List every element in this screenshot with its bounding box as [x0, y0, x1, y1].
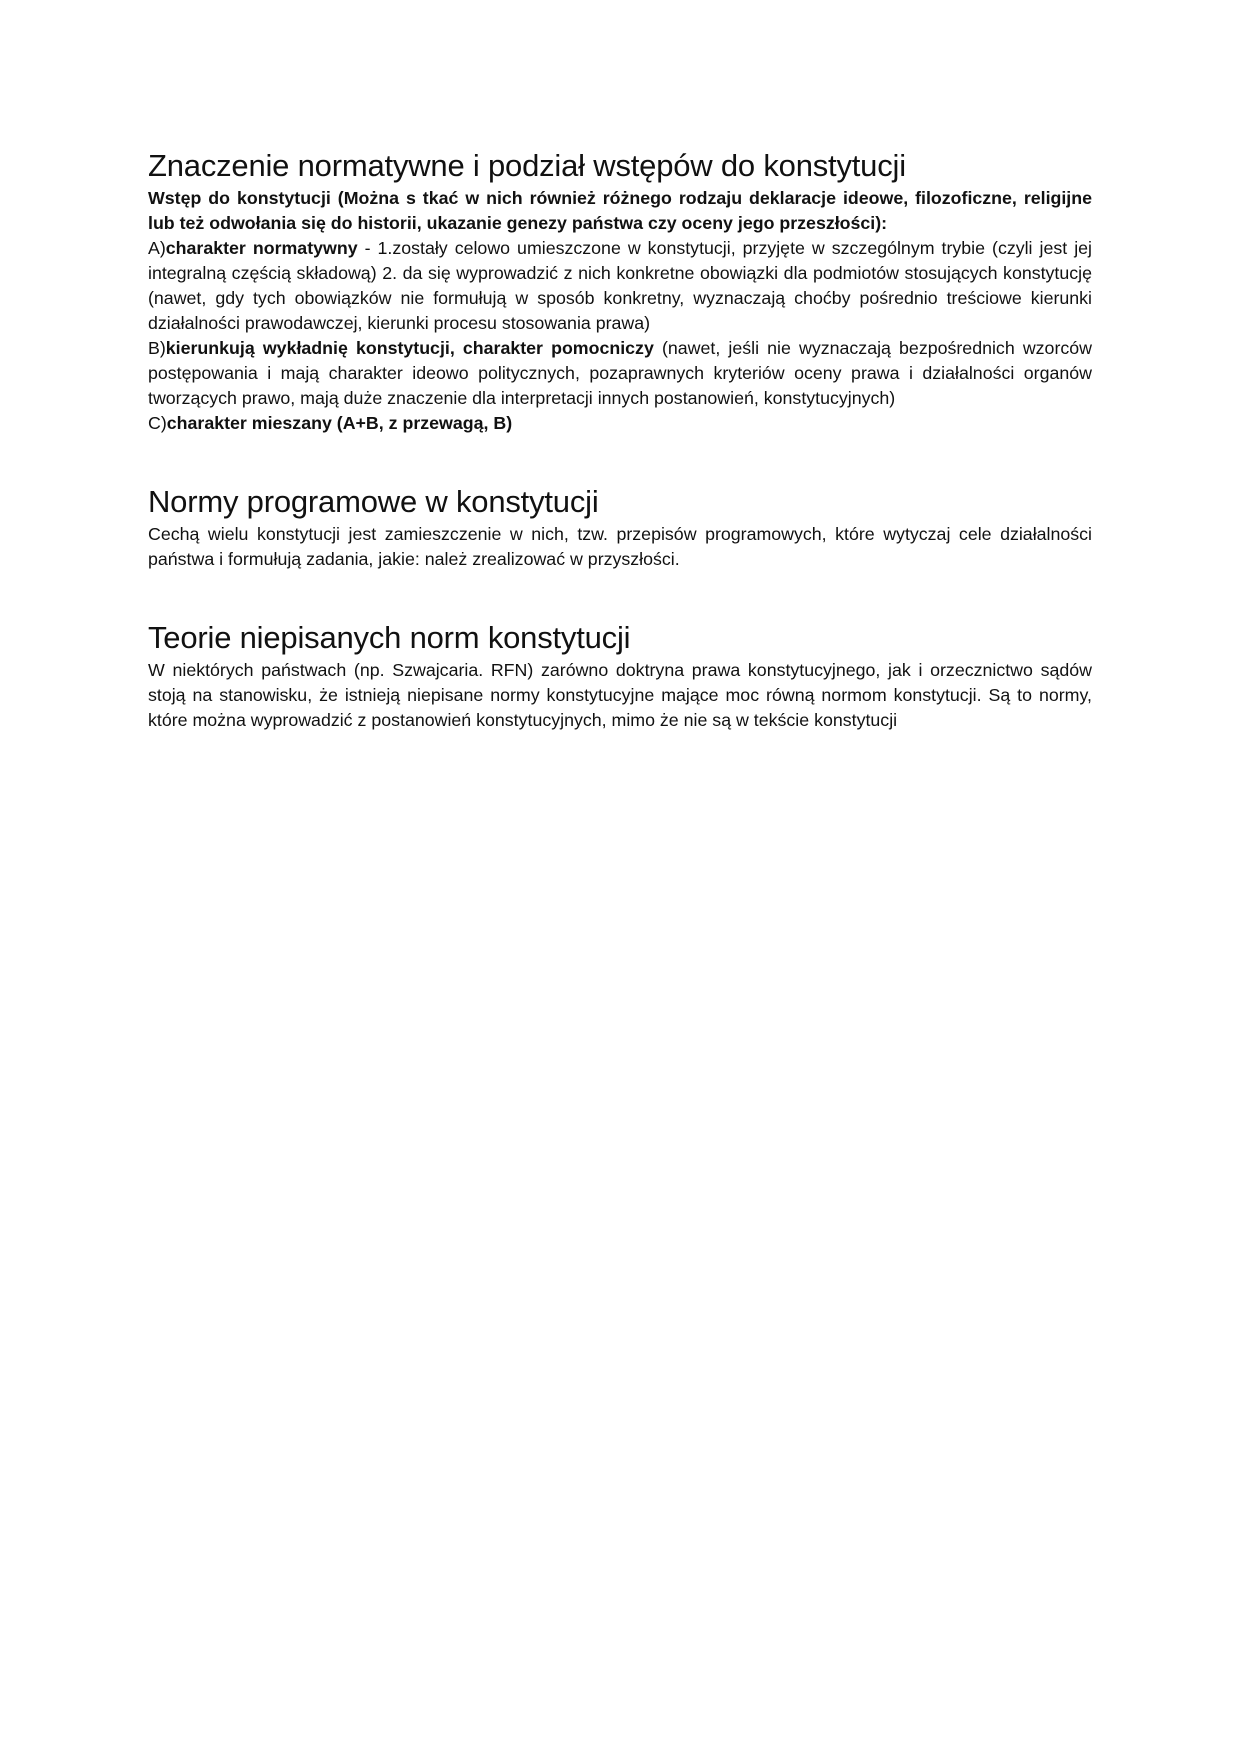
- body-paragraph: Cechą wielu konstytucji jest zamieszczenie w nich, tzw. przepisów programowych, które wytyczaj cele działalności państwa i formułują zadania, jakie: należ zrealizować w przyszłości.: [148, 524, 1092, 569]
- point-a-prefix: A): [148, 238, 166, 258]
- section-heading: Teorie niepisanych norm konstytucji: [148, 620, 631, 655]
- section-heading: Znaczenie normatywne i podział wstępów do konstytucji: [148, 148, 906, 183]
- point-c-prefix: C): [148, 413, 167, 433]
- intro-paragraph: Wstęp do konstytucji (Można s tkać w nich również różnego rodzaju deklaracje ideowe, filozoficzne, religijne lub też odwołania się do historii, ukazanie genezy państwa czy oceny jego przeszłości):: [148, 188, 1092, 233]
- section-program-norms: [148, 482, 1092, 572]
- body-paragraph: W niektórych państwach (np. Szwajcaria. RFN) zarówno doktryna prawa konstytucyjnego, jak i orzecznictwo sądów stoją na stanowisku, że istnieją niepisane normy konstytucyjne mające moc równą normom konstytucji. Są to normy, które można wyprowadzić z postanowień konstytucyjnych, mimo że nie są w tekście konstytucji: [148, 660, 1092, 730]
- point-b-text: (nawet, jeśli nie wyznaczają bezpośrednich wzorców postępowania i mają charakter ideowo politycznych, pozaprawnych kryteriów oceny prawa i działalności organów tworzących prawo, mają duże znaczenie dla interpretacji innych postanowień, konstytucyjnych): [148, 338, 1092, 408]
- point-c-paragraph: [148, 411, 1092, 436]
- point-b-bold: kierunkują wykładnię konstytucji, charakter pomocniczy: [165, 338, 654, 358]
- section-preamble: [148, 146, 1092, 436]
- point-c-bold: charakter mieszany (A+B, z przewagą, B): [166, 413, 513, 433]
- section-heading: Normy programowe w konstytucji: [148, 484, 599, 519]
- point-b-paragraph: [148, 336, 1092, 411]
- section-unwritten-norms: [148, 618, 1092, 733]
- point-b-prefix: B): [148, 338, 166, 358]
- point-a-text: - 1.zostały celowo umieszczone w konstytucji, przyjęte w szczególnym trybie (czyli jest jej integralną częścią składową) 2. da się wyprowadzić z nich konkretne obowiązki dla podmiotów stosujących konstytucję (nawet, gdy tych obowiązków nie formułują w sposób konkretny, wyznaczają choćby pośrednio treściowe kierunki działalności prawodawczej, kierunki procesu stosowania prawa): [148, 238, 1092, 333]
- point-a-bold: charakter normatywny: [165, 238, 358, 258]
- document-page: [148, 146, 1092, 733]
- point-a-paragraph: [148, 236, 1092, 336]
